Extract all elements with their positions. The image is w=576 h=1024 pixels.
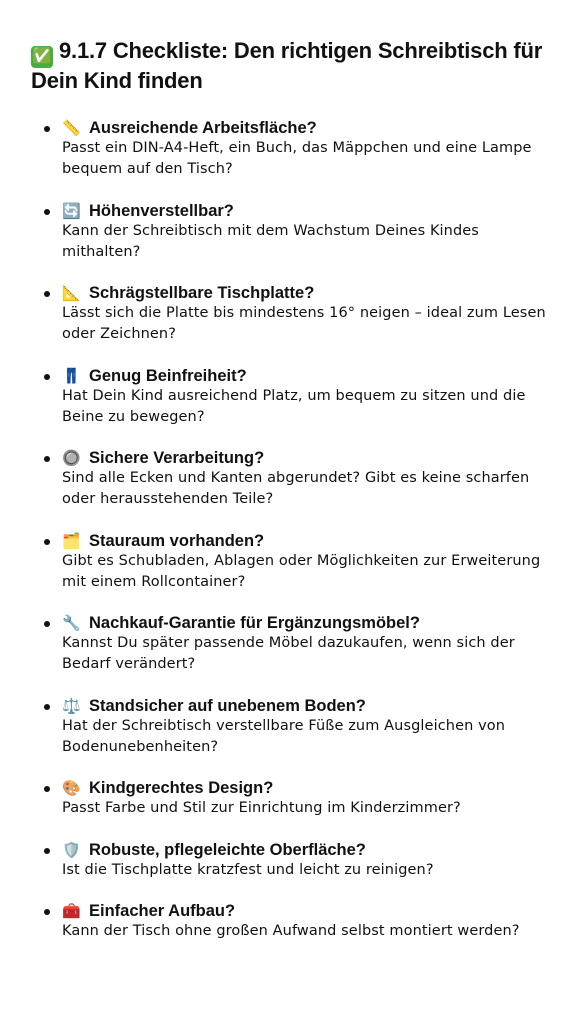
- bullet-icon: [44, 909, 50, 915]
- triangle-ruler-icon: 📐: [62, 284, 81, 302]
- bullet-icon: [44, 374, 50, 380]
- checklist-item: [31, 118, 556, 180]
- checklist-item: [31, 901, 556, 942]
- checklist-description: Kannst Du später passende Möbel dazukaufen, wenn sich der Bedarf verändert?: [62, 635, 515, 672]
- toolbox-icon: 🧰: [62, 902, 81, 920]
- checklist-question-text: Schrägstellbare Tischplatte?: [89, 284, 315, 302]
- checklist-question-text: Standsicher auf unebenem Boden?: [89, 696, 366, 715]
- checklist-question-text: Kindgerechtes Design?: [89, 779, 274, 797]
- checklist-question: [62, 201, 556, 221]
- checklist-question: [62, 696, 556, 716]
- checklist-item: [31, 613, 556, 675]
- checklist-description: Kann der Schreibtisch mit dem Wachstum Deines Kindes mithalten?: [62, 222, 479, 260]
- checklist-item: [31, 201, 556, 263]
- checklist-item: [31, 283, 556, 345]
- page-title: [31, 38, 556, 94]
- checklist-description: Kann der Tisch ohne großen Aufwand selbst montiert werden?: [62, 923, 520, 939]
- checklist-question-text: Sichere Verarbeitung?: [89, 449, 265, 467]
- checklist-item: [31, 448, 556, 510]
- bullet-icon: [44, 291, 50, 297]
- checklist-description: Lässt sich die Platte bis mindestens 16° neigen – ideal zum Lesen oder Zeichnen?: [62, 305, 546, 342]
- checklist-question: [62, 613, 556, 633]
- bullet-icon: [44, 786, 50, 792]
- checklist-question: [62, 840, 556, 860]
- checklist-question-text: Nachkauf-Garantie für Ergänzungsmöbel?: [89, 614, 420, 632]
- wrench-icon: 🔧: [62, 614, 81, 632]
- checklist-item: [31, 778, 556, 819]
- bullet-icon: [44, 456, 50, 462]
- checklist-item: [31, 531, 556, 593]
- checklist-question: [62, 118, 556, 138]
- bullet-icon: [44, 621, 50, 627]
- checklist-description: Hat Dein Kind ausreichend Platz, um bequem zu sitzen und die Beine zu bewegen?: [62, 387, 526, 425]
- ruler-icon: 📏: [62, 119, 81, 137]
- jeans-icon: 👖: [62, 366, 81, 385]
- checklist-description: Hat der Schreibtisch verstellbare Füße zum Ausgleichen von Bodenunebenheiten?: [62, 717, 506, 755]
- checklist-question-text: Ausreichende Arbeitsfläche?: [89, 119, 317, 137]
- balance-scale-icon: ⚖️: [62, 696, 81, 715]
- checklist-question-text: Robuste, pflegeleichte Oberfläche?: [89, 840, 366, 859]
- checklist-question: [62, 531, 556, 551]
- checklist-item: [31, 840, 556, 881]
- checklist-item: [31, 366, 556, 428]
- checklist-item: [31, 696, 556, 758]
- checklist-question-text: Genug Beinfreiheit?: [89, 366, 247, 385]
- bullet-icon: [44, 209, 50, 215]
- checklist-description: Gibt es Schubladen, Ablagen oder Möglichkeiten zur Erweiterung mit einem Rollcontainer?: [62, 552, 541, 590]
- palette-icon: 🎨: [62, 779, 81, 797]
- checklist-question: [62, 366, 556, 386]
- checklist-question: [62, 283, 556, 303]
- checklist-question-text: Einfacher Aufbau?: [89, 902, 236, 920]
- check-mark-icon: ✅: [31, 46, 53, 68]
- bullet-icon: [44, 704, 50, 710]
- checklist-description: Passt ein DIN-A4-Heft, ein Buch, das Mäppchen und eine Lampe bequem auf den Tisch?: [62, 140, 532, 177]
- checklist-question: [62, 778, 556, 798]
- arrows-cycle-icon: 🔄: [62, 201, 81, 220]
- bullet-icon: [44, 126, 50, 132]
- checklist-question: [62, 448, 556, 468]
- page-title-text: 9.1.7 Checkliste: Den richtigen Schreibtisch für Dein Kind finden: [31, 38, 543, 93]
- checklist: [31, 118, 556, 942]
- checklist-question: [62, 901, 556, 921]
- shield-icon: 🛡️: [62, 840, 81, 859]
- folder-dividers-icon: 🗂️: [62, 531, 81, 550]
- checklist-description: Ist die Tischplatte kratzfest und leicht zu reinigen?: [62, 861, 434, 878]
- checklist-description: Passt Farbe und Stil zur Einrichtung im Kinderzimmer?: [62, 800, 461, 816]
- bullet-icon: [44, 539, 50, 545]
- radio-button-icon: 🔘: [62, 449, 81, 467]
- checklist-question-text: Stauraum vorhanden?: [89, 531, 265, 550]
- checklist-description: Sind alle Ecken und Kanten abgerundet? Gibt es keine scharfen oder herausstehenden Teile?: [62, 470, 530, 507]
- bullet-icon: [44, 848, 50, 854]
- checklist-question-text: Höhenverstellbar?: [89, 201, 234, 220]
